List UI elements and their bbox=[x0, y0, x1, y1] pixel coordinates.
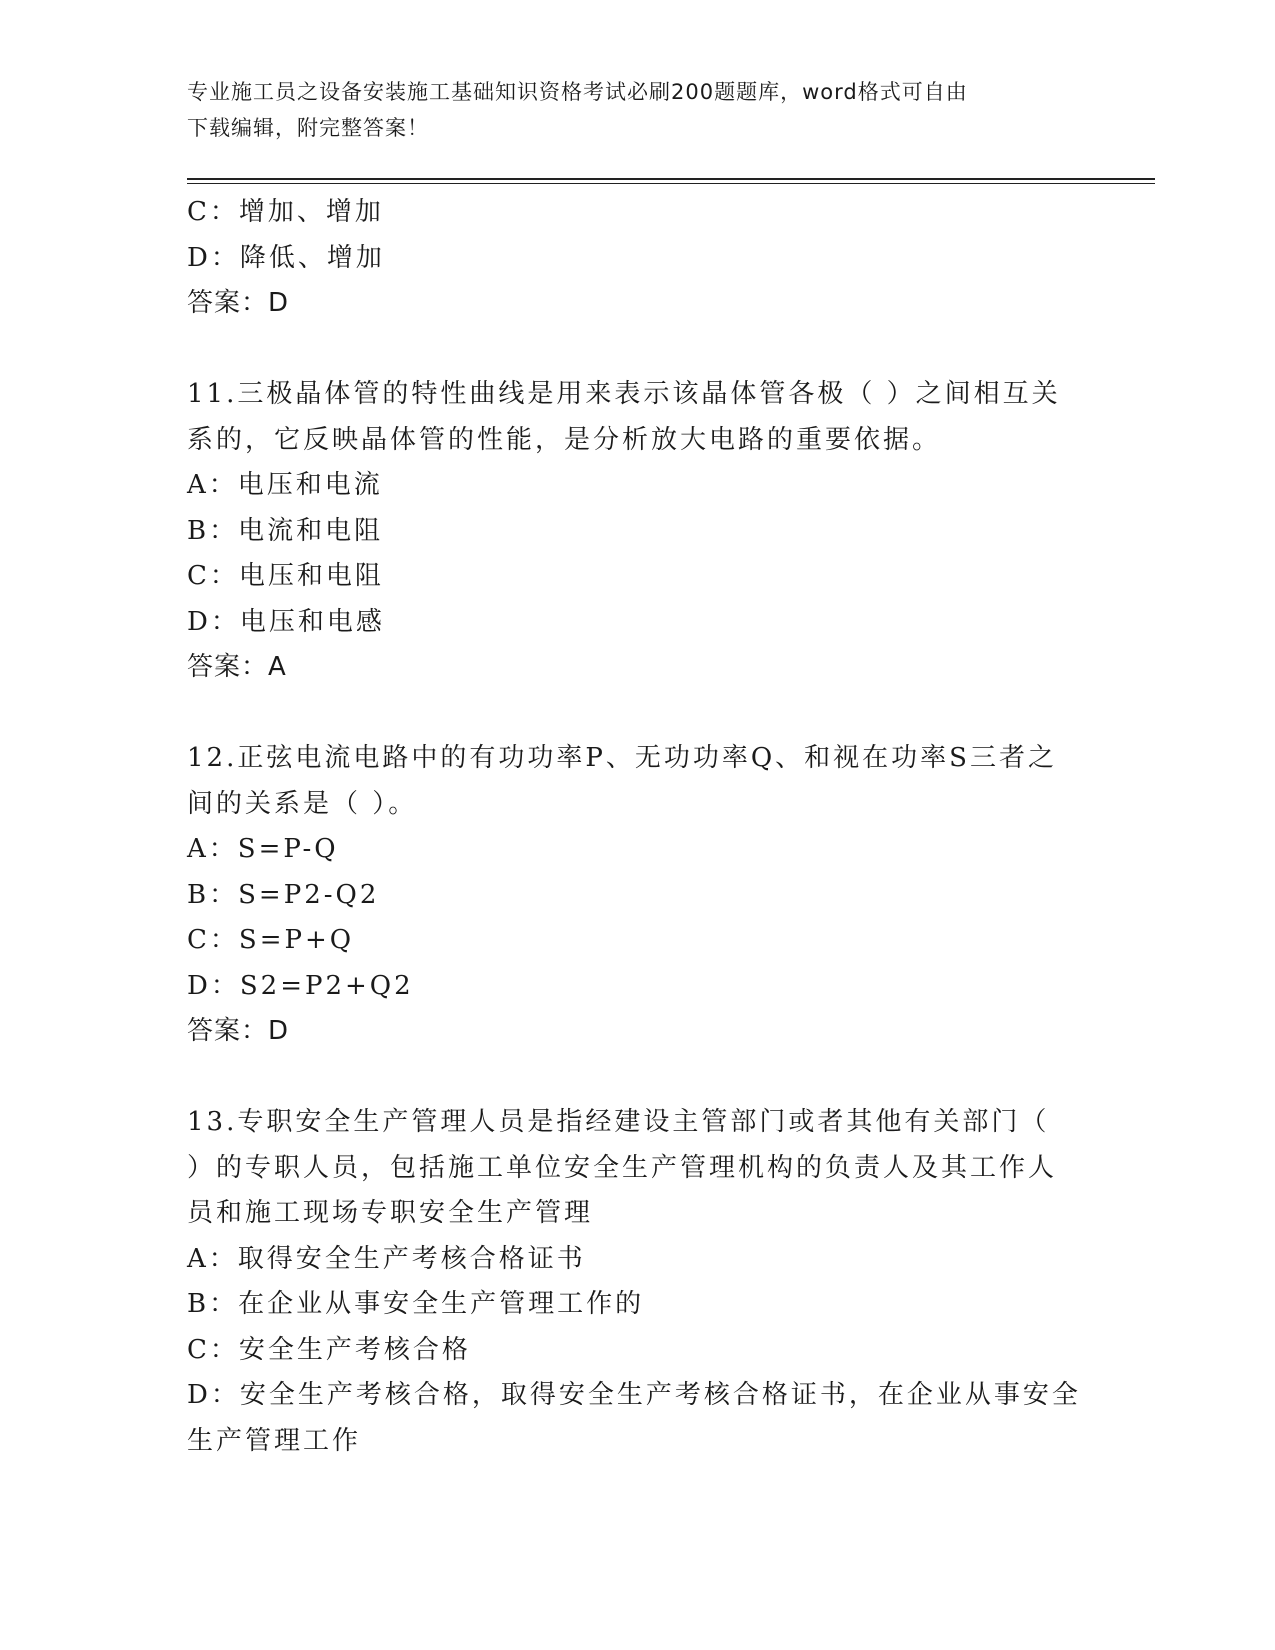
option-b: B：电流和电阻 bbox=[187, 515, 384, 546]
option-b: B：S=P2-Q2 bbox=[187, 879, 380, 910]
question-stem-line: ）的专职人员，包括施工单位安全生产管理机构的负责人及其工作人 bbox=[187, 1152, 1058, 1183]
question-stem-line: 12.正弦电流电路中的有功功率P、无功功率Q、和视在功率S三者之 bbox=[187, 743, 1057, 773]
option-a: A：S=P-Q bbox=[187, 834, 339, 864]
answer-line: 答案：D bbox=[187, 288, 290, 318]
header-divider-thin bbox=[187, 183, 1155, 184]
option-d: D：电压和电感 bbox=[187, 606, 385, 637]
spacer bbox=[187, 1055, 1087, 1101]
header-line-2: 下载编辑，附完整答案！ bbox=[187, 116, 429, 140]
question-stem-line: 13.专职安全生产管理人员是指经建设主管部门或者其他有关部门（ bbox=[187, 1107, 1050, 1137]
header-divider-thick bbox=[187, 178, 1155, 180]
spacer bbox=[187, 691, 1087, 737]
option-a: A：电压和电流 bbox=[187, 470, 383, 500]
question-content bbox=[187, 190, 1087, 1464]
question-stem-line: 系的，它反映晶体管的性能，是分析放大电路的重要依据。 bbox=[187, 424, 942, 455]
header-line-1: 专业施工员之设备安装施工基础知识资格考试必刷200题题库，word格式可自由 bbox=[187, 80, 968, 104]
question-stem-line: 员和施工现场专职安全生产管理 bbox=[187, 1198, 594, 1228]
document-header bbox=[187, 74, 1067, 146]
question-stem-line: 间的关系是（ ）。 bbox=[187, 788, 418, 819]
question-13 bbox=[187, 1100, 1087, 1464]
option-d-continued: 生产管理工作 bbox=[187, 1425, 362, 1456]
question-stem-line: 11.三极晶体管的特性曲线是用来表示该晶体管各极（ ）之间相互关 bbox=[187, 379, 1061, 409]
option-d: D：安全生产考核合格，取得安全生产考核合格证书，在企业从事安全 bbox=[187, 1380, 1081, 1410]
option-c: C：安全生产考核合格 bbox=[187, 1334, 471, 1365]
option-d: D：降低、增加 bbox=[187, 242, 385, 273]
option-c: C：增加、增加 bbox=[187, 197, 384, 227]
answer-line: 答案：D bbox=[187, 1016, 290, 1046]
option-d: D：S2=P2+Q2 bbox=[187, 970, 414, 1001]
answer-line: 答案：A bbox=[187, 652, 287, 682]
question-12 bbox=[187, 736, 1087, 1055]
option-b: B：在企业从事安全生产管理工作的 bbox=[187, 1289, 645, 1319]
previous-question-tail bbox=[187, 190, 1087, 327]
option-c: C：电压和电阻 bbox=[187, 561, 384, 591]
question-11 bbox=[187, 372, 1087, 691]
option-a: A：取得安全生产考核合格证书 bbox=[187, 1243, 586, 1274]
option-c: C：S=P+Q bbox=[187, 925, 355, 955]
spacer bbox=[187, 327, 1087, 373]
